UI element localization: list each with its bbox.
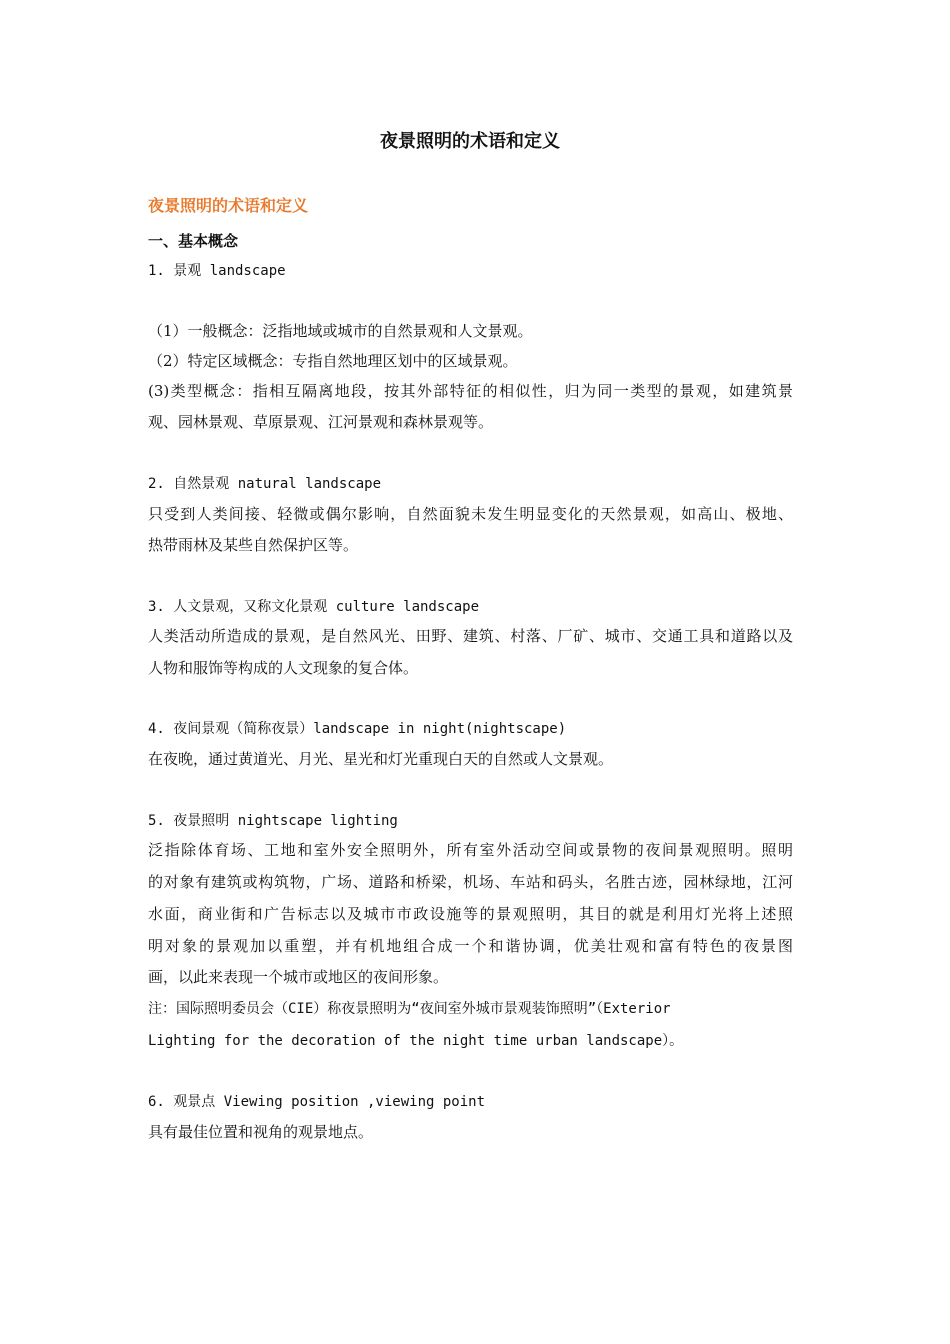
- term-6-line-1: 具有最佳位置和视角的观景地点。: [148, 1123, 374, 1141]
- term-3-line-1: 人类活动所造成的景观，是自然风光、田野、建筑、村落、厂矿、城市、交通工具和道路以及: [148, 627, 793, 645]
- term-5-line-2: 的对象有建筑或构筑物，广场、道路和桥梁，机场、车站和码头，名胜古迹，园林绿地，江河: [148, 873, 793, 891]
- term-5-line-1: 泛指除体育场、工地和室外安全照明外，所有室外活动空间或景物的夜间景观照明。照明: [148, 841, 793, 859]
- term-1-line-1: （1）一般概念：泛指地域或城市的自然景观和人文景观。: [148, 322, 533, 340]
- term-5-line-4: 明对象的景观加以重塑，并有机地组合成一个和谐协调，优美壮观和富有特色的夜景图: [148, 937, 793, 955]
- term-2-line-2: 热带雨林及某些自然保护区等。: [148, 536, 359, 554]
- term-heading-6: 6. 观景点 Viewing position ,viewing point: [148, 1094, 486, 1110]
- term-5-line-5: 画，以此来表现一个城市或地区的夜间形象。: [148, 968, 449, 986]
- term-heading-4: 4. 夜间景观（简称夜景）landscape in night(nightscape): [148, 721, 567, 737]
- term-1-line-3: (3)类型概念：指相互隔离地段，按其外部特征的相似性，归为同一类型的景观，如建筑景: [148, 382, 793, 400]
- term-heading-2: 2. 自然景观 natural landscape: [148, 476, 382, 492]
- term-5-note-line-1: 注：国际照明委员会（CIE）称夜景照明为“夜间室外城市景观装饰照明”（Exterior: [148, 1001, 671, 1017]
- document-subtitle: 夜景照明的术语和定义: [148, 196, 309, 215]
- section-heading: 一、基本概念: [148, 232, 239, 250]
- term-1-line-4: 观、园林景观、草原景观、江河景观和森林景观等。: [148, 413, 494, 431]
- page-title: 夜景照明的术语和定义: [380, 131, 560, 152]
- term-2-line-1: 只受到人类间接、轻微或偶尔影响，自然面貌未发生明显变化的天然景观，如高山、极地、: [148, 505, 793, 523]
- term-5-line-3: 水面，商业街和广告标志以及城市市政设施等的景观照明，其目的就是利用灯光将上述照: [148, 905, 793, 923]
- term-heading-1: 1. 景观 landscape: [148, 263, 286, 279]
- term-1-line-2: （2）特定区域概念：专指自然地理区划中的区域景观。: [148, 352, 518, 370]
- term-heading-3: 3. 人文景观，又称文化景观 culture landscape: [148, 599, 480, 615]
- term-heading-5: 5. 夜景照明 nightscape lighting: [148, 813, 398, 829]
- term-5-note-line-2: Lighting for the decoration of the night time urban landscape）。: [148, 1033, 684, 1049]
- term-4-line-1: 在夜晚，通过黄道光、月光、星光和灯光重现白天的自然或人文景观。: [148, 750, 614, 768]
- term-3-line-2: 人物和服饰等构成的人文现象的复合体。: [148, 659, 419, 677]
